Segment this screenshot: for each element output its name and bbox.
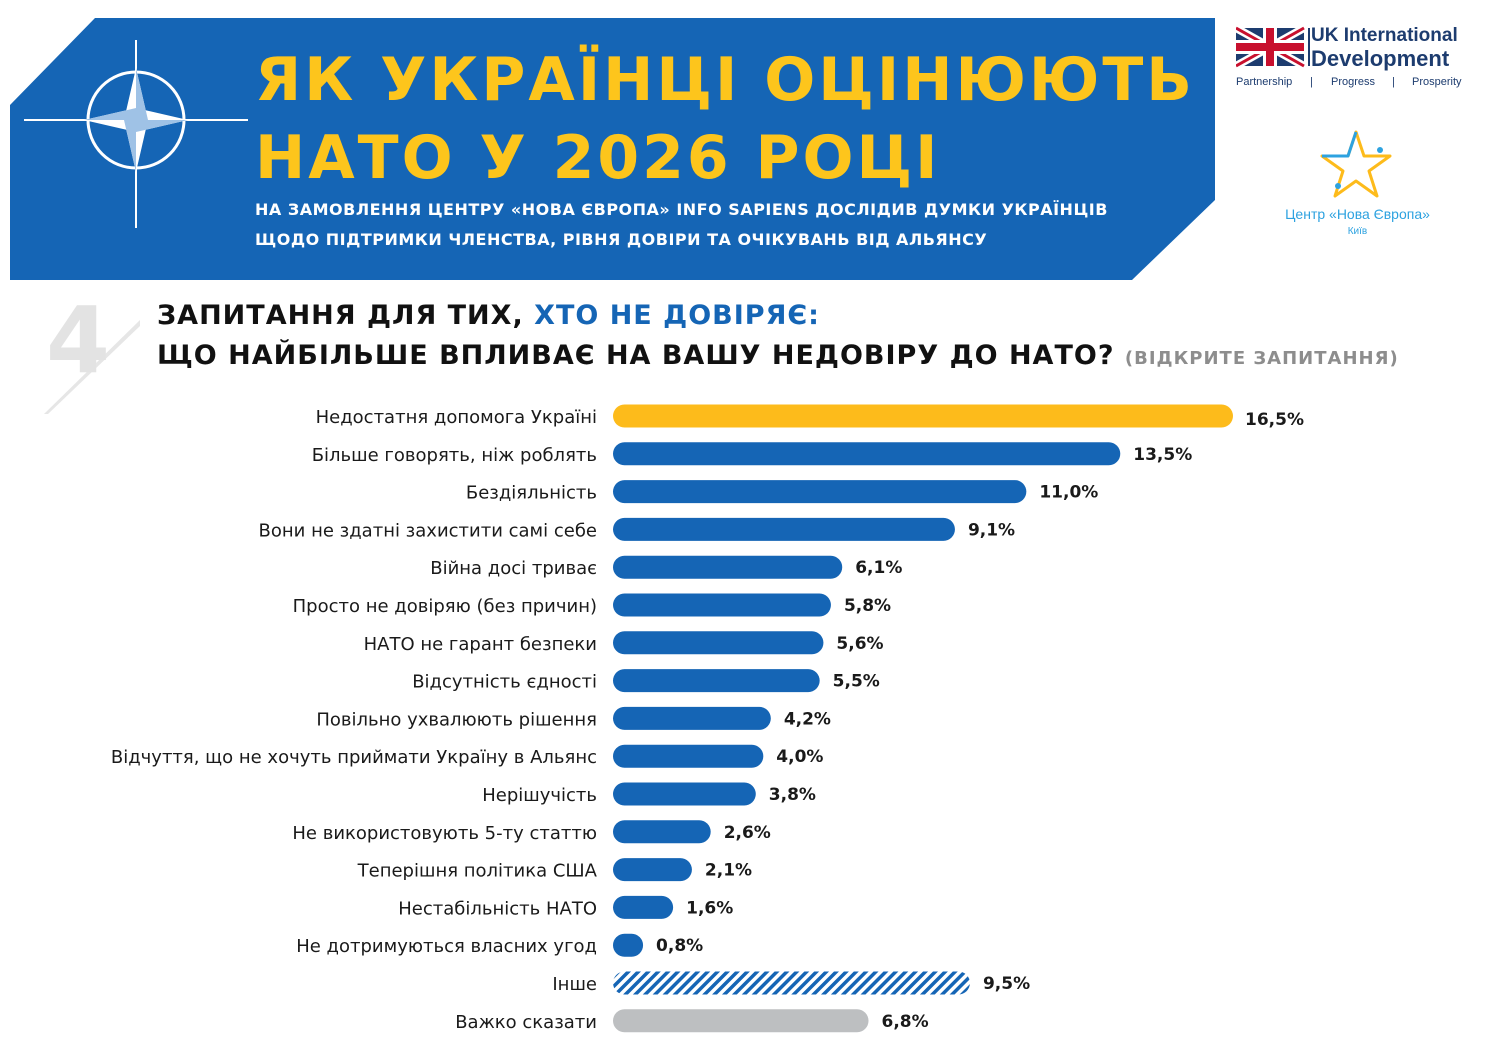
bar-chart: [0, 380, 1488, 1048]
bar: [613, 858, 692, 881]
bar: [613, 518, 955, 541]
category-label: Не використовують 5-ту статтю: [292, 822, 597, 844]
page-title-line-2: НАТО У 2026 РОЦІ: [255, 123, 941, 193]
category-label: НАТО не гарант безпеки: [363, 633, 597, 655]
value-label: 3,8%: [768, 785, 816, 805]
bar: [613, 442, 1120, 465]
bar: [613, 707, 771, 730]
question-line-2-text: ЩО НАЙБІЛЬШЕ ВПЛИВАЄ НА ВАШУ НЕДОВІРУ ДО НАТО?: [157, 340, 1115, 371]
category-label: Інше: [552, 974, 597, 995]
value-label: 4,2%: [783, 709, 831, 730]
category-label: Нестабільність НАТО: [398, 898, 597, 920]
value-label: 13,5%: [1133, 444, 1193, 465]
value-label: 5,6%: [836, 633, 884, 654]
category-label: Нерішучість: [482, 785, 597, 806]
category-label: Бездіяльність: [465, 482, 597, 504]
uk-logo-tag-prosperity: Prosperity: [1412, 76, 1462, 88]
bar: [613, 934, 643, 957]
uk-logo-separator: |: [1392, 76, 1395, 88]
uk-logo-separator: |: [1310, 76, 1313, 88]
value-label: 11,0%: [1039, 482, 1099, 503]
bar: [613, 745, 763, 768]
uk-logo-line-2: Development: [1311, 46, 1450, 71]
bar: [613, 594, 831, 617]
bar: [613, 972, 970, 995]
question-line-1: [157, 302, 820, 329]
category-label: Просто не довіряю (без причин): [292, 596, 597, 617]
bar: [613, 669, 820, 692]
page-title-line-1: ЯК УКРАЇНЦІ ОЦІНЮЮТЬ: [255, 45, 1195, 115]
value-label: 1,6%: [686, 898, 734, 919]
category-label: Більше говорять, ніж роблять: [311, 444, 597, 466]
uk-logo-tag-progress: Progress: [1331, 76, 1376, 88]
uk-logo-line-1: UK International: [1311, 25, 1458, 46]
star-icon: [1318, 128, 1394, 200]
question-line-1-accent: ХТО НЕ ДОВІРЯЄ:: [534, 300, 820, 331]
bar: [613, 1009, 869, 1032]
value-label: 6,8%: [881, 1011, 929, 1032]
category-label: Не дотримуються власних угод: [296, 936, 597, 958]
value-label: 5,5%: [832, 671, 880, 692]
nova-europa-logo-name: Центр «Нова Європа»: [1285, 206, 1430, 222]
subtitle-line-1: НА ЗАМОВЛЕННЯ ЦЕНТРУ «НОВА ЄВРОПА» INFO SAPIENS ДОСЛІДИВ ДУМКИ УКРАЇНЦІВ: [255, 200, 1108, 219]
bar: [613, 480, 1026, 503]
category-label: Важко сказати: [455, 1011, 597, 1033]
bar: [613, 820, 711, 843]
category-label: Недостатня допомога Україні: [315, 407, 597, 428]
value-label: 16,5%: [1245, 410, 1304, 430]
bar: [613, 896, 673, 919]
question-line-1-prefix: ЗАПИТАННЯ ДЛЯ ТИХ,: [157, 300, 535, 331]
category-label: Відчуття, що не хочуть приймати Україну в Альянс: [110, 747, 597, 769]
category-label: Війна досі триває: [430, 558, 597, 580]
bar: [613, 783, 756, 806]
bar: [613, 405, 1233, 428]
question-line-2: [157, 342, 1399, 369]
bar: [613, 556, 842, 579]
value-label: 2,6%: [723, 822, 771, 843]
value-label: 9,1%: [967, 520, 1016, 541]
bar: [613, 631, 823, 654]
subtitle-line-2: ЩОДО ПІДТРИМКИ ЧЛЕНСТВА, РІВНЯ ДОВІРИ ТА ОЧІКУВАНЬ ВІД АЛЬЯНСУ: [255, 230, 988, 249]
value-label: 9,5%: [982, 974, 1031, 994]
category-label: Теперішня політика США: [357, 860, 597, 882]
category-label: Повільно ухвалюють рішення: [316, 709, 597, 731]
nova-europa-logo-city: Київ: [1347, 226, 1368, 237]
question-open-note: (ВІДКРИТЕ ЗАПИТАННЯ): [1124, 348, 1399, 369]
value-label: 5,8%: [843, 596, 892, 616]
category-label: Відсутність єдності: [412, 671, 597, 693]
question-number: 4: [46, 287, 111, 394]
value-label: 6,1%: [855, 558, 903, 579]
value-label: 0,8%: [656, 936, 704, 957]
value-label: 4,0%: [776, 747, 824, 768]
uk-logo-tag-partnership: Partnership: [1236, 76, 1293, 88]
category-label: Вони не здатні захистити самі себе: [258, 520, 597, 542]
bars-group: [111, 405, 1304, 1033]
value-label: 2,1%: [704, 860, 753, 881]
